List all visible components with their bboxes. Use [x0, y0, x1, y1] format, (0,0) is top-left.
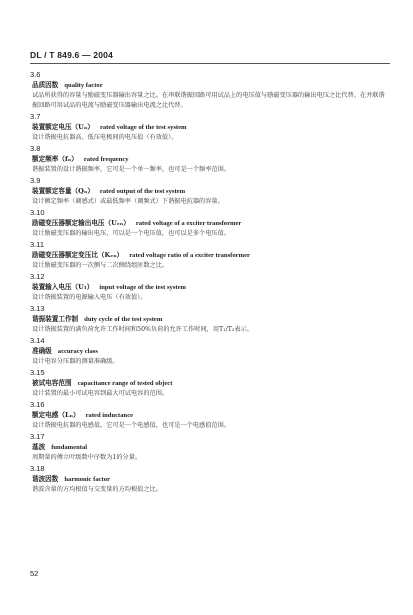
term-english: quality factor [64, 82, 103, 89]
term-english: capacitance range of tested object [77, 380, 173, 387]
clause-number: 3.17 [30, 432, 45, 441]
term-english: rated voltage of a exciter transformer [135, 220, 242, 227]
term-chinese: 基波 [32, 443, 46, 451]
clause-number: 3.8 [30, 144, 41, 153]
term-definition: 设计电容分压器的测量准确级。 [32, 358, 119, 365]
clause-number: 3.9 [30, 176, 41, 185]
term-definition: 设计额定频率（调感式）或最低频率（调频式）下谐振电抗器的容量。 [32, 198, 224, 205]
definition-entry [30, 367, 390, 399]
term-english: rated output of the test system [99, 188, 186, 195]
term-chinese: 品质因数 [32, 81, 59, 89]
term-heading [30, 442, 390, 453]
term-heading [30, 346, 390, 357]
term-chinese: 被试电容范围 [32, 379, 72, 387]
clause-number: 3.7 [30, 112, 41, 121]
term-heading [30, 250, 390, 261]
definition-entry [30, 239, 390, 271]
term-chinese: 谐振装置工作制 [32, 315, 79, 323]
term-english: rated frequency [83, 156, 129, 163]
document-header: DL / T 849.6 — 2004 [30, 50, 114, 60]
term-english: rated voltage ratio of a exciter transformer [129, 252, 250, 259]
term-chinese: 额定电感（Lₙ） [32, 411, 80, 419]
term-english: input voltage of the test system [99, 284, 187, 291]
definition-entry [30, 335, 390, 367]
clause-number: 3.18 [30, 464, 45, 473]
term-english: harmonic factor [64, 476, 110, 483]
clause-number: 3.12 [30, 272, 45, 281]
term-definition: 周期量的傅立叶级数中序数为1的分量。 [32, 454, 142, 461]
term-english: duty cycle of the test system [84, 316, 163, 323]
header-rule [30, 63, 390, 64]
term-heading [30, 186, 390, 197]
term-heading [30, 410, 390, 421]
clause-number: 3.15 [30, 368, 45, 377]
definition-entry [30, 463, 390, 495]
clause-number: 3.14 [30, 336, 45, 345]
term-definition: 设计励磁变压器的一次侧与二次侧绕组匝数之比。 [32, 262, 169, 269]
term-english: rated inductance [85, 412, 134, 419]
term-chinese: 准确级 [32, 347, 52, 355]
term-chinese: 励磁变压器额定变压比（Kₑₙ） [32, 251, 124, 259]
clause-number: 3.10 [30, 208, 45, 217]
definition-entry [30, 207, 390, 239]
term-definition: 试品所获得的容量与励磁变压器输出容量之比。在串联谐振回路可用试品上的电压值与励磁变压器的输出电压之比代替。在并联谐振回路可用试品的电流与励磁变压器输出电流之比代替。 [32, 92, 385, 109]
term-heading [30, 314, 390, 325]
definition-entry [30, 303, 390, 335]
term-english: fundamental [51, 444, 88, 451]
definition-entry [30, 111, 390, 143]
clause-number: 3.13 [30, 304, 45, 313]
page-number: 52 [30, 569, 39, 578]
term-chinese: 励磁变压器额定输出电压（Uₑₙ） [32, 219, 130, 227]
definition-entry [30, 143, 390, 175]
term-definition: 谐波含量的方均根值与交变量的方均根值之比。 [32, 486, 162, 493]
term-heading [30, 122, 390, 133]
definition-entry [30, 271, 390, 303]
definition-entry [30, 69, 390, 111]
term-definition: 设计励磁变压器的输出电压，可以是一个电压值，也可以是多个电压值。 [32, 230, 230, 237]
term-chinese: 额定频率（fₙ） [32, 155, 78, 163]
term-definition: 设计谐振装置的电源输入电压（有效值）。 [32, 294, 147, 301]
clause-number: 3.16 [30, 400, 45, 409]
term-heading [30, 80, 390, 91]
term-definition: 设计谐振电抗器的电感值，它可是一个电感值，也可是一个电感值范围。 [32, 422, 230, 429]
definition-entry [30, 431, 390, 463]
definition-entry [30, 175, 390, 207]
term-definition: 谐振装置的设计谐振频率，它可是一个单一频率，也可是一个频率范围。 [32, 166, 230, 173]
clause-number: 3.6 [30, 70, 41, 79]
term-chinese: 谐波因数 [32, 475, 59, 483]
term-heading [30, 154, 390, 165]
term-chinese: 装置额定容量（Qₙ） [32, 187, 94, 195]
term-heading [30, 218, 390, 229]
term-heading [30, 282, 390, 293]
term-heading [30, 378, 390, 389]
term-definition: 设计谐振装置的满负荷允许工作时间和50%负荷的允许工作时间，用T₁/T₂表示。 [32, 326, 253, 333]
term-heading [30, 474, 390, 485]
definition-entry [30, 399, 390, 431]
term-definition: 设计装置的最小可试电容到最大可试电容的范围。 [32, 390, 169, 397]
term-chinese: 装置额定电压（Uₙ） [32, 123, 94, 131]
term-english: accuracy class [57, 348, 98, 355]
definitions-list [30, 69, 390, 495]
term-definition: 设计谐振电抗器高、低压电极间的电压值（有效值）。 [32, 134, 178, 141]
clause-number: 3.11 [30, 240, 45, 249]
term-chinese: 装置输入电压（U₁） [32, 283, 94, 291]
term-english: rated voltage of the test system [99, 124, 187, 131]
